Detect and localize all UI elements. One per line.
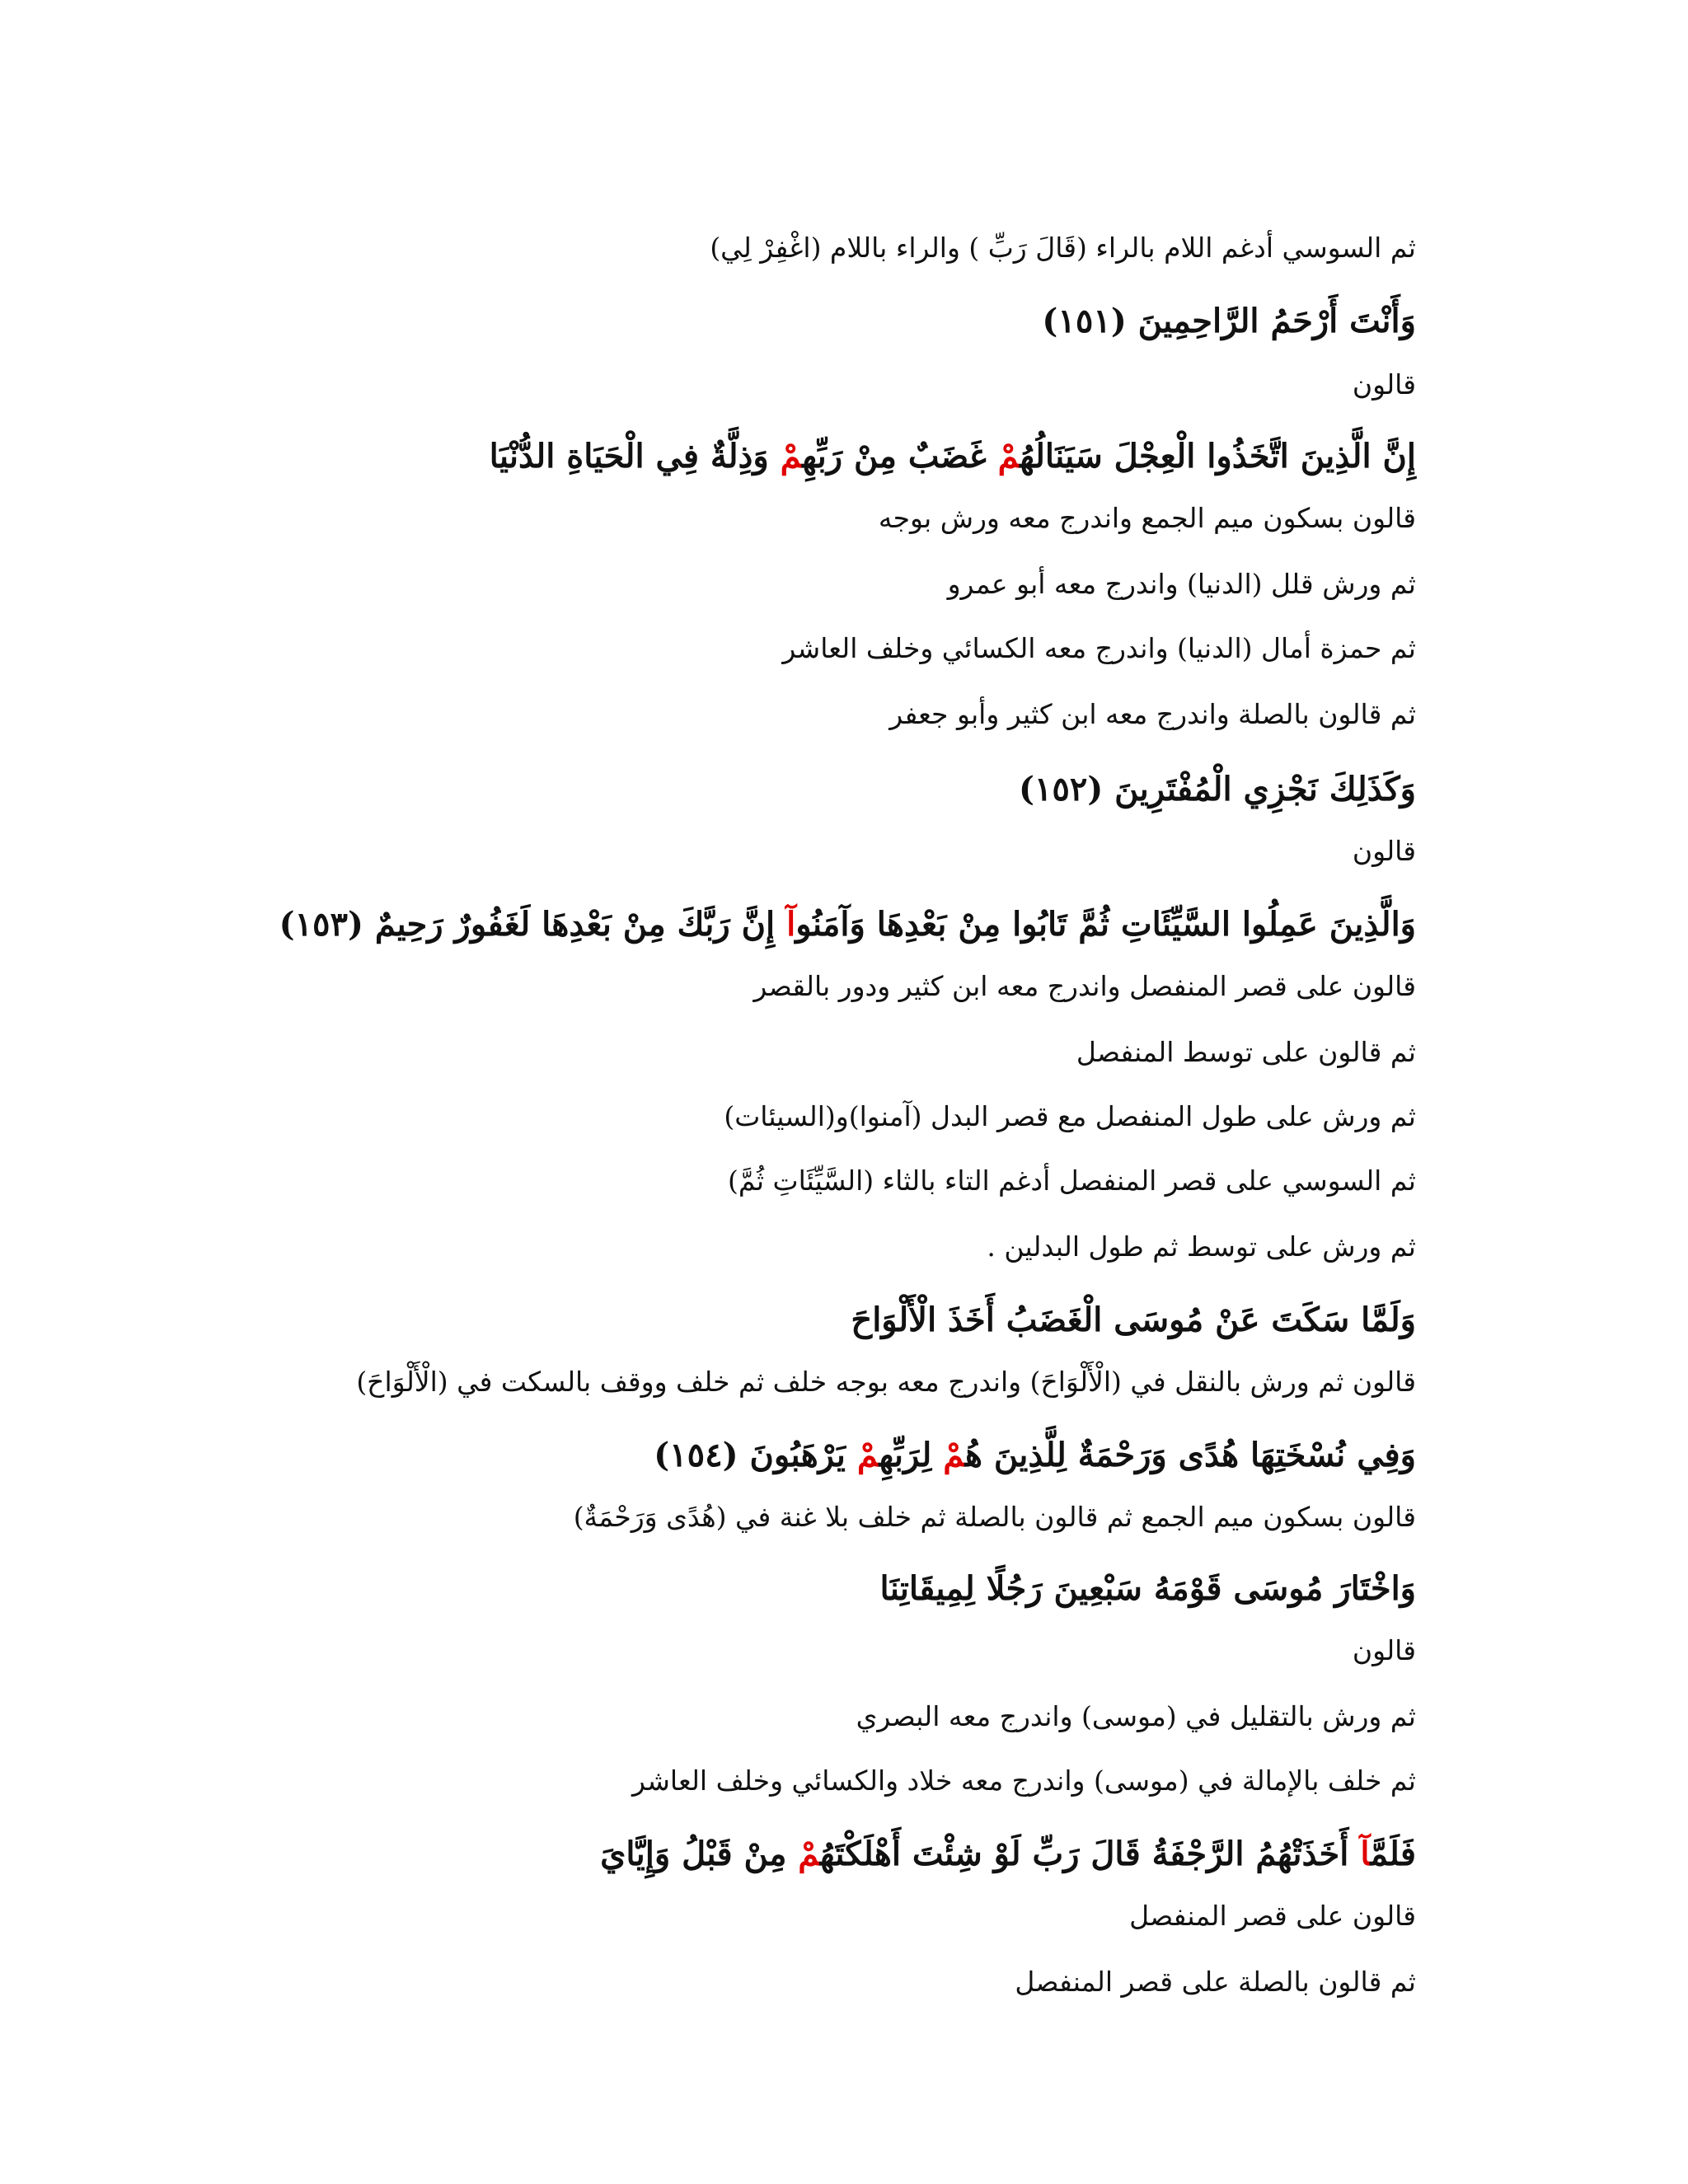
text-segment: ثم ورش بالتقليل في (موسى) واندرج معه البصري <box>856 1700 1416 1732</box>
verse-line <box>1019 770 1416 809</box>
note-line <box>753 970 1416 1003</box>
text-segment: ثم حمزة أمال (الدنيا) واندرج معه الكسائي وخلف العاشر <box>782 632 1416 664</box>
note-line <box>632 1765 1416 1797</box>
text-segment: قالون بسكون ميم الجمع واندرج معه ورش بوجه <box>878 502 1416 534</box>
text-segment: وَلَمَّا سَكَتَ عَنْ مُوسَى الْغَضَبُ أَخَذَ الْأَلْوَاحَ <box>851 1301 1416 1339</box>
note-line <box>1129 1900 1416 1933</box>
text-segment: قالون على قصر المنفصل واندرج معه ابن كثير ودور بالقصر <box>753 970 1416 1002</box>
text-segment: قالون <box>1352 1634 1416 1666</box>
text-segment: قالون بسكون ميم الجمع ثم قالون بالصلة ثم خلف بلا غنة في (هُدًى وَرَحْمَةٌ) <box>573 1501 1416 1533</box>
highlighted-segment: آ <box>786 905 796 944</box>
note-line <box>782 632 1416 665</box>
text-segment: مِنْ قَبْلُ وَإِيَّايَ <box>600 1835 799 1873</box>
text-segment: وَكَذَلِكَ نَجْزِي الْمُفْتَرِينَ (١٥٢) <box>1018 770 1416 808</box>
text-segment: وَاخْتَارَ مُوسَى قَوْمَهُ سَبْعِينَ رَجُلًا لِمِيقَاتِنَا <box>879 1569 1416 1608</box>
note-line <box>879 502 1416 535</box>
note-line <box>710 232 1416 265</box>
text-segment: وَذِلَّةٌ فِي الْحَيَاةِ الدُّنْيَا <box>489 437 781 476</box>
verse-line <box>600 1835 1416 1874</box>
note-line <box>574 1501 1416 1534</box>
verse-line <box>880 1569 1416 1609</box>
text-segment: وَأَنْتَ أَرْحَمُ الرَّاحِمِينَ (١٥١) <box>1042 302 1416 340</box>
verse-line <box>279 905 1416 944</box>
text-segment: غَضَبٌ مِنْ رَبِّهِ <box>802 437 998 476</box>
verse-line <box>1042 302 1416 341</box>
note-line <box>856 1700 1416 1733</box>
text-segment: قالون على قصر المنفصل <box>1129 1900 1416 1932</box>
note-line <box>1353 835 1416 868</box>
note-line <box>1353 1634 1416 1667</box>
highlighted-segment: مْ <box>798 1835 820 1873</box>
text-segment: يَرْهَبُونَ (١٥٤) <box>654 1436 857 1474</box>
text-segment: ثم السوسي أدغم اللام بالراء (قَالَ رَبِّ ) والراء باللام (اغْفِرْ لِي) <box>710 232 1416 264</box>
note-line <box>889 698 1416 731</box>
note-line <box>724 1100 1416 1133</box>
text-segment: إِنَّ الَّذِينَ اتَّخَذُوا الْعِجْلَ سَيَنَالُهُ <box>1020 437 1416 476</box>
note-line <box>728 1165 1416 1197</box>
text-segment: لِرَبِّهِ <box>879 1436 944 1474</box>
note-line <box>1076 1036 1416 1069</box>
verse-line <box>851 1301 1416 1340</box>
text-segment: وَالَّذِينَ عَمِلُوا السَّيِّئَاتِ ثُمَّ تَابُوا مِنْ بَعْدِهَا وَآمَنُو <box>795 905 1416 944</box>
text-segment: ثم السوسي على قصر المنفصل أدغم التاء بالثاء (السَّيِّئَاتِ ثُمَّ) <box>728 1165 1416 1197</box>
text-segment: ثم قالون بالصلة واندرج معه ابن كثير وأبو جعفر <box>889 698 1416 730</box>
text-segment: ثم خلف بالإمالة في (موسى) واندرج معه خلاد والكسائي وخلف العاشر <box>632 1765 1416 1797</box>
text-segment: قالون <box>1352 835 1416 867</box>
text-segment: قالون <box>1352 368 1416 401</box>
text-segment: أَخَذَتْهُمُ الرَّجْفَةُ قَالَ رَبِّ لَوْ شِئْتَ أَهْلَكْتَهُ <box>819 1835 1361 1873</box>
text-segment: وَفِي نُسْخَتِهَا هُدًى وَرَحْمَةٌ لِلَّذِينَ هُ <box>964 1436 1416 1474</box>
note-line <box>948 568 1416 601</box>
text-segment: ثم ورش على طول المنفصل مع قصر البدل (آمنوا)و(السيئات) <box>724 1100 1416 1132</box>
verse-line <box>490 437 1416 476</box>
highlighted-segment: مْ <box>943 1436 965 1474</box>
note-line <box>356 1366 1416 1399</box>
text-segment: ثم ورش على توسط ثم طول البدلين . <box>987 1230 1416 1263</box>
highlighted-segment: آ <box>1360 1835 1371 1873</box>
text-segment: ثم قالون على توسط المنفصل <box>1076 1036 1416 1068</box>
highlighted-segment: مْ <box>780 437 803 476</box>
text-segment: فَلَمَّ <box>1370 1835 1416 1873</box>
text-segment: إِنَّ رَبَّكَ مِنْ بَعْدِهَا لَغَفُورٌ رَحِيمٌ (١٥٣) <box>279 905 787 944</box>
highlighted-segment: مْ <box>997 437 1020 476</box>
verse-line <box>654 1436 1416 1475</box>
highlighted-segment: مْ <box>856 1436 879 1474</box>
text-segment: ثم ورش قلل (الدنيا) واندرج معه أبو عمرو <box>947 568 1416 600</box>
text-segment: ثم قالون بالصلة على قصر المنفصل <box>1015 1966 1416 1998</box>
text-segment: قالون ثم ورش بالنقل في (الْأَلْوَاحَ) واندرج معه بوجه خلف ثم خلف ووقف بالسكت في (الْأَلْوَاحَ) <box>356 1366 1416 1398</box>
note-line <box>987 1230 1416 1263</box>
note-line <box>1015 1966 1416 1999</box>
note-line <box>1353 368 1416 401</box>
